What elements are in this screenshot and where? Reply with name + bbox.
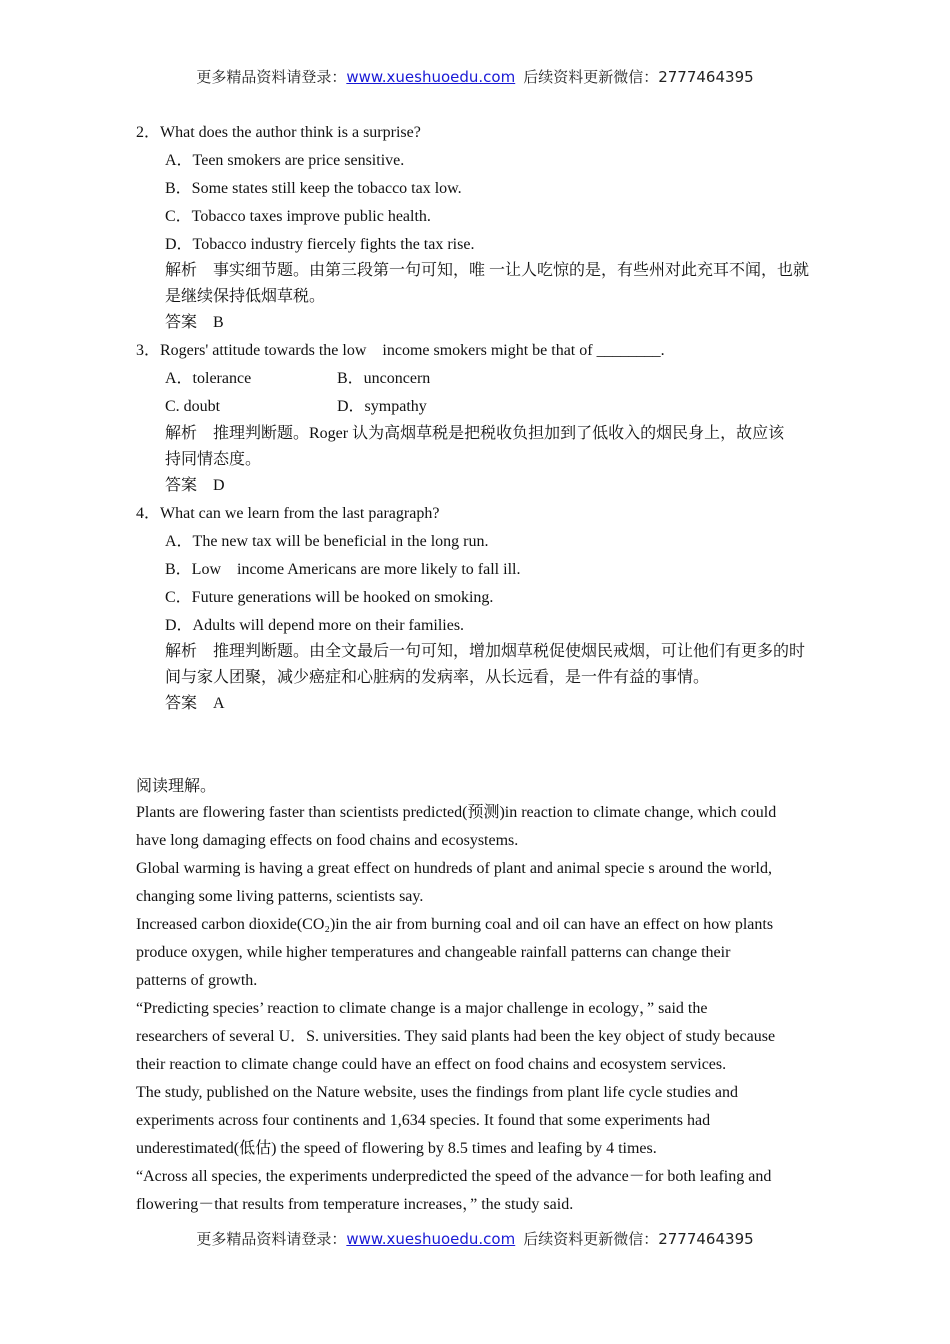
passage-line: The study, published on the Nature website, uses the findings from plant life cycle studies and <box>136 1084 738 1101</box>
passage-line: flowering－that results from temperature increases，” the study said. <box>136 1196 574 1213</box>
header-prefix: 更多精品资料请登录： <box>196 68 347 86</box>
q2-analysis-line2: 是继续保持低烟草税。 <box>165 288 326 305</box>
q2-option-d: D．Tobacco industry fiercely fights the tax rise. <box>165 236 475 253</box>
passage-line: their reaction to climate change could have an effect on food chains and ecosystem services. <box>136 1056 727 1073</box>
q3-option-b: B．unconcern <box>337 370 431 387</box>
passage-line: underestimated(低估) the speed of flowering by 8.5 times and leafing by 4 times. <box>136 1140 657 1157</box>
footer-prefix: 更多精品资料请登录： <box>196 1230 347 1248</box>
passage-line: patterns of growth. <box>136 972 258 989</box>
q3-analysis-line1: 解析 推理判断题。Roger 认为高烟草税是把税收负担加到了低收入的烟民身上，故应该 <box>165 425 785 442</box>
q4-option-b: B．Low income Americans are more likely to fall ill. <box>165 561 521 578</box>
q4-option-d: D．Adults will depend more on their families. <box>165 617 465 634</box>
q2-question: 2．What does the author think is a surprise? <box>136 124 421 141</box>
q4-question: 4．What can we learn from the last paragraph? <box>136 505 440 522</box>
q3-option-c: C. doubt <box>165 398 221 415</box>
passage-line: changing some living patterns, scientists say. <box>136 888 424 905</box>
passage-line: experiments across four continents and 1,634 species. It found that some experiments had <box>136 1112 711 1129</box>
q4-analysis-line2: 间与家人团聚，减少癌症和心脏病的发病率，从长远看，是一件有益的事情。 <box>165 669 710 686</box>
passage-line: “Across all species, the experiments underpredicted the speed of the advance－for both leafing and <box>136 1168 772 1185</box>
q3-question: 3．Rogers' attitude towards the low income smokers might be that of ________. <box>136 342 665 359</box>
q3-answer: 答案 D <box>165 477 225 494</box>
q3-option-a: A．tolerance <box>165 370 252 387</box>
footer-link[interactable]: www.xueshuoedu.com <box>346 1230 516 1248</box>
passage-line: Plants are flowering faster than scientists predicted(预测)in reaction to climate change, which could <box>136 804 777 821</box>
footer-suffix: 后续资料更新微信：2777464395 <box>523 1230 754 1248</box>
passage-line: “Predicting species’ reaction to climate change is a major challenge in ecology，” said the <box>136 1000 708 1017</box>
passage-line: have long damaging effects on food chains and ecosystems. <box>136 832 519 849</box>
header-link[interactable]: www.xueshuoedu.com <box>346 68 516 86</box>
passage-line: Global warming is having a great effect on hundreds of plant and animal specie s around the world, <box>136 860 772 877</box>
page-footer <box>0 1228 950 1249</box>
reading-heading: 阅读理解。 <box>136 778 217 795</box>
passage-line: Increased carbon dioxide(CO₂)in the air from burning coal and oil can have an effect on how plants <box>136 916 774 933</box>
q3-option-d: D．sympathy <box>337 398 427 415</box>
q2-answer: 答案 B <box>165 314 224 331</box>
page-header <box>0 66 950 87</box>
q4-option-c: C．Future generations will be hooked on smoking. <box>165 589 494 606</box>
passage-line: produce oxygen, while higher temperatures and changeable rainfall patterns can change their <box>136 944 731 961</box>
q4-answer: 答案 A <box>165 695 225 712</box>
q2-analysis-line1: 解析 事实细节题。由第三段第一句可知，唯 一让人吃惊的是，有些州对此充耳不闻，也就 <box>165 262 810 279</box>
q3-analysis-line2: 持同情态度。 <box>165 451 262 468</box>
q4-analysis-line1: 解析 推理判断题。由全文最后一句可知，增加烟草税促使烟民戒烟，可让他们有更多的时 <box>165 643 806 660</box>
q2-option-c: C．Tobacco taxes improve public health. <box>165 208 431 225</box>
header-suffix: 后续资料更新微信：2777464395 <box>523 68 754 86</box>
q2-option-a: A．Teen smokers are price sensitive. <box>165 152 405 169</box>
q2-option-b: B．Some states still keep the tobacco tax low. <box>165 180 462 197</box>
q4-option-a: A．The new tax will be beneficial in the long run. <box>165 533 489 550</box>
passage-line: researchers of several U．S. universities. They said plants had been the key object of study because <box>136 1028 776 1045</box>
